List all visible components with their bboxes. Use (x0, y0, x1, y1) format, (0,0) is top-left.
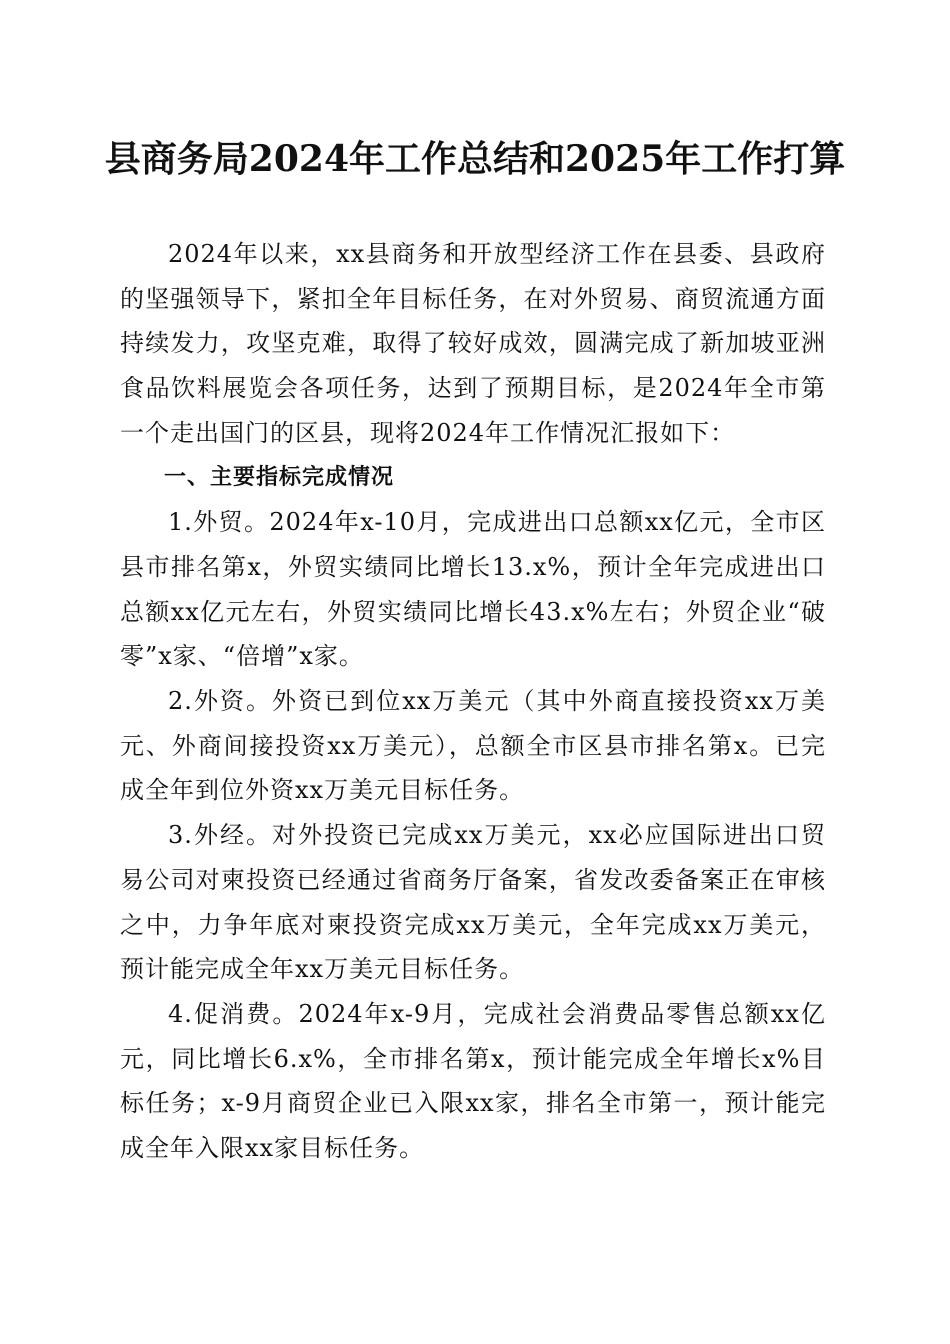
document-body (120, 232, 826, 1171)
paragraph-foreign-trade: 1.外贸。2024年x-10月，完成进出口总额xx亿元，全市区县市排名第x，外贸实绩同比增长13.x%，预计全年完成进出口总额xx亿元左右，外贸实绩同比增长43.x%左右；外贸企业“破零”x家、“倍增”x家。 (120, 508, 826, 671)
section-heading: 一、主要指标完成情况 (164, 464, 395, 490)
document-title: 县商务局2024年工作总结和2025年工作打算 (104, 138, 846, 180)
intro-paragraph: 2024年以来，xx县商务和开放型经济工作在县委、县政府的坚强领导下，紧扣全年目标任务，在对外贸易、商贸流通方面持续发力，攻坚克难，取得了较好成效，圆满完成了新加坡亚洲食品饮料展览会各项任务，达到了预期目标，是2024年全市第一个走出国门的区县，现将2024年工作情况汇报如下： (120, 240, 826, 447)
paragraph-foreign-investment: 2.外资。外资已到位xx万美元（其中外商直接投资xx万美元、外商间接投资xx万美元），总额全市区县市排名第x。已完成全年到位外资xx万美元目标任务。 (120, 687, 826, 805)
paragraph-consumption: 4.促消费。2024年x-9月，完成社会消费品零售总额xx亿元，同比增长6.x%，全市排名第x，预计能完成全年增长x%目标任务；x-9月商贸企业已入限xx家，排名全市第一，预计能完成全年入限xx家目标任务。 (120, 999, 826, 1163)
paragraph-outbound-investment: 3.外经。对外投资已完成xx万美元，xx必应国际进出口贸易公司对柬投资已经通过省商务厅备案，省发改委备案正在审核之中，力争年底对柬投资完成xx万美元，全年完成xx万美元，预计能完成全年xx万美元目标任务。 (120, 821, 826, 984)
